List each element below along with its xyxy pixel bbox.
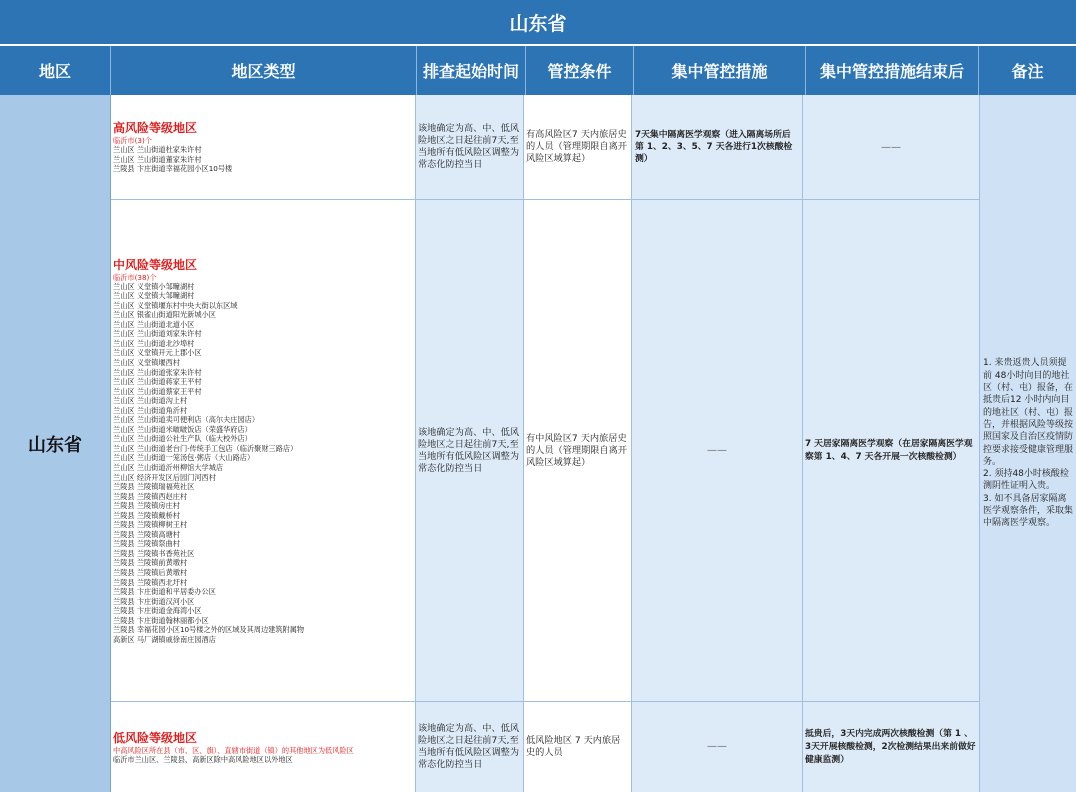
- location-item: 兰山区 兰山街道蒋家王平村: [113, 377, 202, 387]
- location-item: 兰山区 兰山街道角沂村: [113, 405, 188, 415]
- location-item: 兰山区 义堂镇小邹疃湖村: [113, 281, 195, 291]
- location-item: 兰陵县 兰陵镇祭曲村: [113, 539, 180, 549]
- location-item: 兰山区 银雀山街道阳光新城小区: [113, 310, 216, 320]
- after-measure-cell: 抵贵后，3天内完成两次核酸检测（第 1 、3天开展核酸检测，2次检测结果出来前做好健康监测）: [803, 702, 979, 792]
- location-item: 兰山区 兰山街道北道小区: [113, 319, 195, 329]
- start-time-cell: 该地确定为高、中、低风险地区之日起往前7天,至当地所有低风险区调整为常态化防控当日: [416, 200, 524, 701]
- page-title: 山东省: [0, 0, 1076, 46]
- risk-title: 低风险等级地区: [113, 730, 198, 745]
- location-item: 兰陵县 卞庄街道幸福花园小区10号楼: [113, 164, 233, 174]
- location-item: 兰山区 义堂镇堰东村中央大街以东区域: [113, 300, 238, 310]
- location-item: 兰陵县 兰陵镇高塘村: [113, 529, 180, 539]
- location-item: 兰山区 兰山街道张家朱许村: [113, 367, 202, 377]
- header-condition: 管控条件: [526, 46, 634, 95]
- risk-title: 中风险等级地区: [113, 257, 198, 272]
- header-measure: 集中管控措施: [634, 46, 806, 95]
- location-item: 兰山区 兰山街道蔡家王平村: [113, 386, 202, 396]
- location-item: 兰陵县 兰陵镇西赵庄村: [113, 491, 188, 501]
- location-item: 兰山区 兰山街道董家朱许村: [113, 154, 202, 164]
- risk-type-cell: [111, 702, 416, 792]
- location-list: [113, 145, 413, 174]
- note-item: 2. 须持48小时核酸检测阴性证明入贵。: [983, 469, 1069, 492]
- location-item: 兰陵县 卞庄街道翰林丽都小区: [113, 615, 209, 625]
- location-item: 兰山区 义堂镇大邹疃湖村: [113, 291, 195, 301]
- location-item: 兰陵县 卞庄街道和平居委办公区: [113, 587, 216, 597]
- condition-cell: 低风险地区 7 天内旅居史的人员: [524, 702, 632, 792]
- header-region-type: 地区类型: [111, 46, 417, 95]
- location-item: 兰山区 兰山街道老台门·传统手工包店（临沂聚财三路店）: [113, 443, 298, 453]
- start-time-cell: 该地确定为高、中、低风险地区之日起往前7天,至当地所有低风险区调整为常态化防控当日: [416, 95, 524, 199]
- risk-description: 中高风险区所在县（市、区、旗）、直辖市街道（镇）的其他地区为低风险区: [113, 745, 354, 755]
- table-row-low-risk: [111, 702, 979, 792]
- note-cell: [979, 95, 1076, 792]
- location-item: 兰山区 兰山街道沟上村: [113, 396, 188, 406]
- risk-count: 临沂市(38)个: [113, 272, 157, 282]
- condition-cell: 有中风险区7 天内旅居史的人员（管理期限自离开风险区域算起）: [524, 200, 632, 701]
- location-item: 兰山区 义堂镇开元上郡小区: [113, 348, 202, 358]
- measure-cell: ——: [632, 200, 803, 701]
- location-item: 兰山区 兰山街道一笼汤包·粥店（大山路店）: [113, 453, 255, 463]
- header-start-time: 排查起始时间: [417, 46, 526, 95]
- table-row-high-risk: [111, 95, 979, 200]
- after-measure-cell: 7 天居家隔离医学观察（在居家隔离医学观察第 1、4、7 天各开展一次核酸检测）: [803, 200, 979, 701]
- location-item: 兰山区 兰山街道米啵啵饭店（荣盛华府店）: [113, 424, 252, 434]
- after-measure-cell: ——: [803, 95, 979, 199]
- location-item: 兰陵县 幸福花园小区10号楼之外的区域及其周边建筑附属物: [113, 625, 305, 635]
- location-item: 临沂市兰山区、兰陵县、高新区除中高风险地区以外地区: [113, 754, 293, 764]
- note-item: 3. 如不具备居家隔离医学观察条件，采取集中隔离医学观察。: [983, 493, 1074, 529]
- location-item: 兰山区 兰山街道北沙埠村: [113, 338, 195, 348]
- risk-count: 临沂市(3)个: [113, 136, 152, 146]
- header-after-measure: 集中管控措施结束后: [806, 46, 979, 95]
- location-item: 兰山区 义堂镇堰西村: [113, 357, 180, 367]
- location-list: [113, 755, 413, 765]
- location-item: 兰陵县 兰陵镇房庄村: [113, 501, 180, 511]
- location-item: 高新区 马厂湖镇戚徐南庄园酒店: [113, 634, 216, 644]
- location-item: 兰山区 兰山街道杜家朱许村: [113, 145, 202, 155]
- condition-cell: 有高风险区7 天内旅居史的人员（管理期限自离开风险区域算起）: [524, 95, 632, 199]
- header-note: 备注: [1011, 62, 1044, 81]
- region-cell: 山东省: [0, 95, 111, 792]
- location-item: 兰陵县 兰陵镇戴桥村: [113, 510, 180, 520]
- location-item: 兰陵县 卞庄街道汉河小区: [113, 596, 195, 606]
- location-item: 兰陵县 兰陵镇柳树王村: [113, 520, 188, 530]
- location-item: 兰陵县 兰陵镇瑞福苑社区: [113, 482, 195, 492]
- location-list: [113, 282, 413, 645]
- note-item: 1. 来贵返贵人员须提前 48小时向目的地社区（村、屯）报备，在抵贵后12 小时内向目的地社区（村、屯）报告，并根据风险等级按照国家及自治区疫情防控要求接受健康管理服务。: [983, 358, 1074, 467]
- measure-cell: 7天集中隔离医学观察（进入隔离场所后第 1、2、3、5、7 天各进行1次核酸检测）: [632, 95, 803, 199]
- table-body: [0, 95, 1076, 792]
- start-time-cell: 该地确定为高、中、低风险地区之日起往前7天,至当地所有低风险区调整为常态化防控当日: [416, 702, 524, 792]
- table-header: [0, 46, 1076, 95]
- location-item: 兰山区 经济开发区后园门河西村: [113, 472, 216, 482]
- location-item: 兰陵县 兰陵镇后黄墩村: [113, 568, 188, 578]
- location-item: 兰山区 兰山街道公社生产队（临大校外店）: [113, 434, 252, 444]
- table-row-medium-risk: [111, 200, 979, 702]
- location-item: 兰陵县 兰陵镇书香苑社区: [113, 548, 195, 558]
- header-region: 地区: [0, 46, 111, 95]
- location-item: 兰陵县 卞庄街道金海湾小区: [113, 606, 202, 616]
- measure-cell: ——: [632, 702, 803, 792]
- location-item: 兰陵县 兰陵镇西北圩村: [113, 577, 188, 587]
- risk-type-cell: [111, 95, 416, 199]
- location-item: 兰山区 兰山街道卖可便利店（高尔夫庄园店）: [113, 415, 260, 425]
- risk-title: 高风险等级地区: [113, 121, 198, 136]
- location-item: 兰山区 兰山街道沂州柳馆大学城店: [113, 463, 224, 472]
- risk-type-cell: [111, 200, 416, 701]
- location-item: 兰山区 兰山街道刘家朱许村: [113, 329, 202, 339]
- location-item: 兰陵县 兰陵镇前黄墩村: [113, 558, 188, 568]
